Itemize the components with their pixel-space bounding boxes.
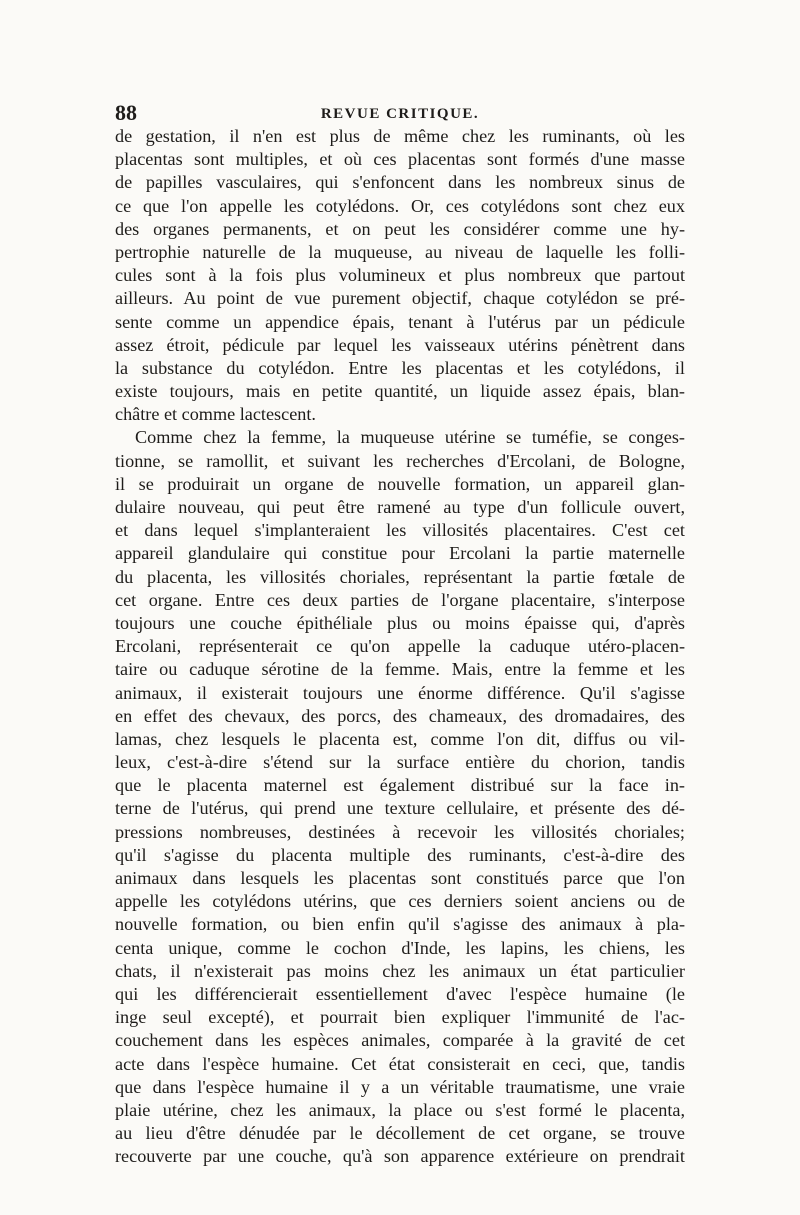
text-line: taire ou caduque sérotine de la femme. Mais, entre la femme et les: [115, 659, 685, 680]
text-line: chats, il n'existerait pas moins chez les animaux un état particulier: [115, 960, 685, 981]
text-line: que le placenta maternel est également distribué sur la face in-: [115, 775, 685, 796]
text-line: terne de l'utérus, qui prend une texture cellulaire, et présente des dé-: [115, 798, 685, 819]
text-line: cet organe. Entre ces deux parties de l'organe placentaire, s'interpose: [115, 589, 685, 610]
text-line: il se produirait un organe de nouvelle formation, un appareil glan-: [115, 473, 685, 494]
text-line: inge seul excepté), et pourrait bien expliquer l'immunité de l'ac-: [115, 1007, 685, 1028]
text-line: du placenta, les villosités choriales, représentant la partie fœtale de: [115, 566, 685, 587]
text-line: recouverte par une couche, qu'à son apparence extérieure on prendrait: [115, 1146, 685, 1167]
text-line: appareil glandulaire qui constitue pour Ercolani la partie maternelle: [115, 543, 685, 564]
text-line: lamas, chez lesquels le placenta est, comme l'on dit, diffus ou vil-: [115, 728, 685, 749]
text-line: nouvelle formation, ou bien enfin qu'il s'agisse des animaux à pla-: [115, 914, 685, 935]
text-line: en effet des chevaux, des porcs, des chameaux, des dromadaires, des: [115, 705, 685, 726]
text-line: ailleurs. Au point de vue purement objectif, chaque cotylédon se pré-: [115, 288, 685, 309]
text-line: Ercolani, représenterait ce qu'on appelle la caduque utéro-placen-: [115, 636, 685, 657]
text-line: leux, c'est-à-dire s'étend sur la surface entière du chorion, tandis: [115, 752, 685, 773]
text-line: des organes permanents, et on peut les considérer comme une hy-: [115, 218, 685, 239]
text-line: de papilles vasculaires, qui s'enfoncent dans les nombreux sinus de: [115, 172, 685, 193]
text-line: toujours une couche épithéliale plus ou moins épaisse qui, d'après: [115, 612, 685, 633]
text-line: pressions nombreuses, destinées à recevoir les villosités choriales;: [115, 821, 685, 842]
paragraph-start-line: Comme chez la femme, la muqueuse utérine se tuméfie, se conges-: [135, 427, 685, 448]
text-line: appelle les cotylédons utérins, que ces derniers soient anciens ou de: [115, 891, 685, 912]
text-line: sente comme un appendice épais, tenant à l'utérus par un pédicule: [115, 311, 685, 332]
text-line: tionne, se ramollit, et suivant les recherches d'Ercolani, de Bologne,: [115, 450, 685, 471]
text-line: animaux, il existerait toujours une énorme différence. Qu'il s'agisse: [115, 682, 685, 703]
text-line: centa unique, comme le cochon d'Inde, les lapins, les chiens, les: [115, 937, 685, 958]
text-line: dulaire nouveau, qui peut être ramené au type d'un follicule ouvert,: [115, 497, 685, 517]
text-line: qu'il s'agisse du placenta multiple des ruminants, c'est-à-dire des: [115, 844, 685, 865]
text-line: la substance du cotylédon. Entre les placentas et les cotylédons, il: [115, 357, 685, 378]
text-line: plaie utérine, chez les animaux, la place ou s'est formé le placenta,: [115, 1099, 685, 1120]
page-header: [115, 100, 685, 126]
page-number: 88: [115, 100, 137, 125]
text-line: et dans lequel s'implanteraient les villosités placentaires. C'est cet: [115, 520, 685, 541]
text-line: qui les différencierait essentiellement d'avec l'espèce humaine (le: [115, 983, 685, 1004]
body-text: [115, 125, 685, 1168]
text-line: couchement dans les espèces animales, comparée à la gravité de cet: [115, 1030, 685, 1051]
text-line: cules sont à la fois plus volumineux et plus nombreux que partout: [115, 265, 685, 286]
text-line: de gestation, il n'en est plus de même chez les ruminants, où les: [115, 126, 685, 146]
text-line: ce que l'on appelle les cotylédons. Or, ces cotylédons sont chez eux: [115, 195, 685, 216]
text-line: pertrophie naturelle de la muqueuse, au niveau de laquelle les folli-: [115, 241, 685, 262]
text-line: assez étroit, pédicule par lequel les vaisseaux utérins pénètrent dans: [115, 334, 685, 355]
text-line: existe toujours, mais en petite quantité, un liquide assez épais, blan-: [115, 381, 685, 402]
text-line: placentas sont multiples, et où ces placentas sont formés d'une masse: [115, 149, 685, 170]
text-line: au lieu d'être dénudée par le décollement de cet organe, se trouve: [115, 1123, 685, 1144]
text-line: que dans l'espèce humaine il y a un véritable traumatisme, une vraie: [115, 1076, 685, 1097]
running-title: REVUE CRITIQUE.: [320, 106, 480, 122]
text-line: animaux dans lesquels les placentas sont constitués parce que l'on: [115, 868, 685, 888]
paragraph-end-line: châtre et comme lactescent.: [115, 404, 316, 425]
text-line: acte dans l'espèce humaine. Cet état consisterait en ceci, que, tandis: [115, 1053, 685, 1074]
